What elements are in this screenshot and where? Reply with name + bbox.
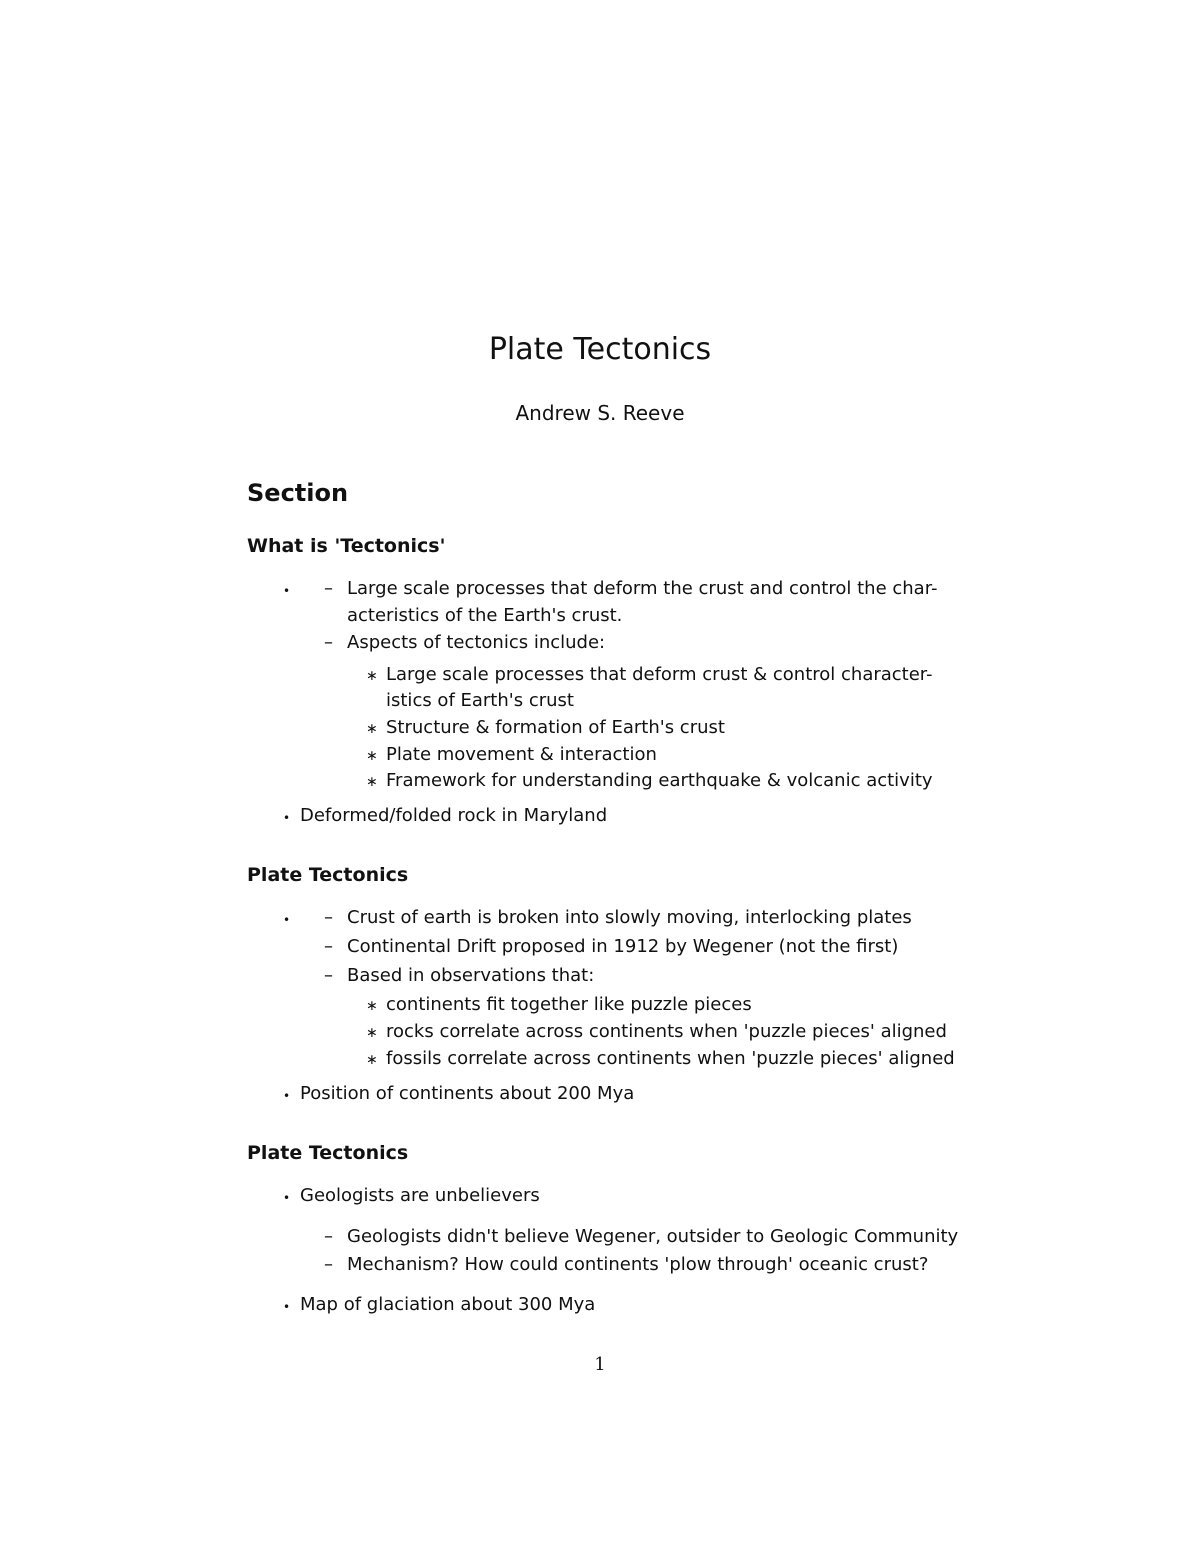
list-item: Framework for understanding earthquake & volcanic activity: [386, 770, 933, 791]
dash-marker: –: [324, 632, 333, 653]
list-item: fossils correlate across continents when 'puzzle pieces' aligned: [386, 1048, 955, 1069]
subsection-heading-plate-tectonics-2: Plate Tectonics: [247, 1142, 409, 1164]
list-item: Large scale processes that deform crust & control character-: [386, 664, 933, 685]
dash-marker: –: [324, 936, 333, 957]
list-item: Based in observations that:: [347, 965, 595, 986]
list-item: rocks correlate across continents when 'puzzle pieces' aligned: [386, 1021, 947, 1042]
star-marker: ∗: [366, 998, 378, 1014]
bullet-marker: •: [283, 1089, 291, 1103]
dash-marker: –: [324, 907, 333, 928]
star-marker: ∗: [366, 721, 378, 737]
list-item: Deformed/folded rock in Maryland: [300, 805, 608, 826]
bullet-marker: •: [283, 584, 291, 598]
section-heading: Section: [247, 479, 349, 507]
document-title: Plate Tectonics: [488, 332, 712, 367]
list-item: Large scale processes that deform the crust and control the char-: [347, 578, 938, 599]
bullet-marker: •: [283, 1191, 291, 1205]
subsection-heading-tectonics: What is 'Tectonics': [247, 535, 446, 557]
dash-marker: –: [324, 1226, 333, 1247]
page-number: 1: [594, 1354, 606, 1375]
star-marker: ∗: [366, 1052, 378, 1068]
list-item: Aspects of tectonics include:: [347, 632, 606, 653]
list-item: Continental Drift proposed in 1912 by Wegener (not the first): [347, 936, 899, 957]
list-item: Mechanism? How could continents 'plow through' oceanic crust?: [347, 1254, 929, 1275]
star-marker: ∗: [366, 668, 378, 684]
list-item: acteristics of the Earth's crust.: [347, 605, 623, 626]
bullet-marker: •: [283, 811, 291, 825]
list-item: Position of continents about 200 Mya: [300, 1083, 635, 1104]
bullet-marker: •: [283, 1300, 291, 1314]
dash-marker: –: [324, 1254, 333, 1275]
list-item: Plate movement & interaction: [386, 744, 657, 765]
list-item: istics of Earth's crust: [386, 690, 574, 711]
subsection-heading-plate-tectonics: Plate Tectonics: [247, 864, 409, 886]
dash-marker: –: [324, 965, 333, 986]
list-item: Map of glaciation about 300 Mya: [300, 1294, 596, 1315]
star-marker: ∗: [366, 774, 378, 790]
bullet-marker: •: [283, 913, 291, 927]
list-item: Geologists are unbelievers: [300, 1185, 540, 1206]
list-item: continents fit together like puzzle pieces: [386, 994, 752, 1015]
list-item: Geologists didn't believe Wegener, outsider to Geologic Community: [347, 1226, 959, 1247]
star-marker: ∗: [366, 1025, 378, 1041]
list-item: Structure & formation of Earth's crust: [386, 717, 725, 738]
document-author: Andrew S. Reeve: [515, 401, 685, 425]
star-marker: ∗: [366, 748, 378, 764]
list-item: Crust of earth is broken into slowly moving, interlocking plates: [347, 907, 912, 928]
dash-marker: –: [324, 578, 333, 599]
